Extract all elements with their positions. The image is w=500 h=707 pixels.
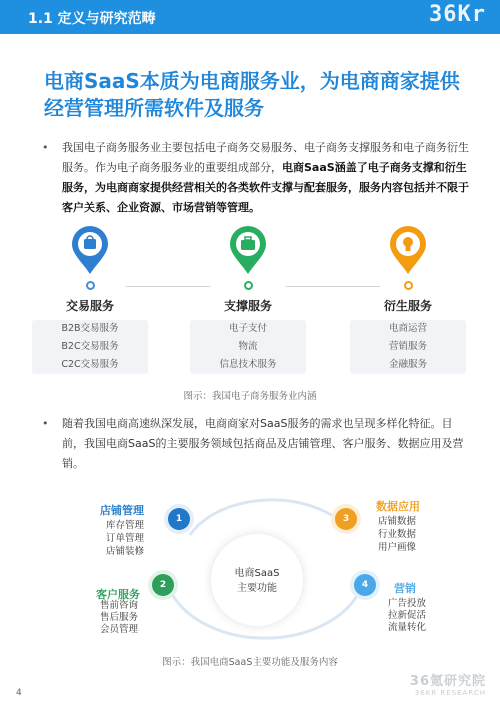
list-item: B2C交易服务 — [61, 341, 119, 352]
list-item: 售后服务 — [100, 612, 139, 623]
figure-caption-1: 图示：我国电子商务服务业内涵 — [183, 391, 317, 402]
column-dot — [244, 281, 253, 290]
list-item: 金融服务 — [388, 359, 427, 370]
center-label: 电商SaaS — [234, 568, 280, 579]
list-item: 物流 — [238, 341, 258, 352]
list-item: 订单管理 — [106, 533, 145, 544]
lightbulb-icon — [382, 224, 434, 276]
connector-line — [126, 286, 210, 287]
paragraph-1-normal: 我国电子商务服务业主要包括电子商务交易服务、电子商务支撑服务和电子商务衍生服务。作为电子商务服务业的重要组成部分， — [62, 141, 469, 174]
header-bar — [0, 0, 500, 34]
list-item: 广告投放 — [388, 598, 427, 609]
figure-caption-2: 图示：我国电商SaaS主要功能及服务内容 — [162, 657, 338, 668]
list-item: B2B交易服务 — [61, 323, 119, 334]
connector-line — [286, 286, 380, 287]
page-number: 4 — [16, 688, 22, 698]
list-item: 营销服务 — [388, 341, 427, 352]
brand-logo: 36Kr — [429, 2, 486, 27]
list-item: 售前咨询 — [100, 600, 139, 611]
group-title: 营销 — [394, 582, 416, 595]
list-item: C2C交易服务 — [61, 359, 119, 370]
paragraph-1 — [62, 138, 472, 218]
column-dot — [86, 281, 95, 290]
number-badge: 3 — [335, 508, 357, 530]
list-item: 流量转化 — [388, 622, 427, 633]
number-badge: 4 — [354, 574, 376, 596]
center-circle — [211, 534, 303, 626]
shopping-bag-icon — [64, 224, 116, 276]
watermark-en: 36KR RESEARCH — [414, 689, 486, 697]
watermark — [410, 670, 486, 697]
list-item: 电子支付 — [228, 323, 267, 334]
list-item: 行业数据 — [378, 529, 417, 540]
list-item: 库存管理 — [106, 520, 145, 531]
number-badge: 2 — [152, 574, 174, 596]
list-item: 店铺装修 — [106, 546, 145, 557]
column-items-box — [32, 320, 148, 374]
bullet-icon: • — [42, 417, 49, 430]
column-dot — [404, 281, 413, 290]
column-title: 衍生服务 — [383, 299, 432, 313]
list-item: 电商运营 — [388, 323, 427, 334]
group-title: 店铺管理 — [100, 504, 144, 517]
column-title: 交易服务 — [65, 299, 114, 313]
briefcase-icon — [222, 224, 274, 276]
list-item: 用户画像 — [378, 542, 417, 553]
paragraph-2: 随着我国电商高速纵深发展，电商商家对SaaS服务的需求也呈现多样化特征。目前，我国电商SaaS的主要服务领域包括商品及店铺管理、客户服务、数据应用及营销。 — [62, 417, 464, 470]
main-title: 电商SaaS本质为电商服务业，为电商商家提供经营管理所需软件及服务 — [44, 69, 460, 120]
list-item: 拉新促活 — [388, 610, 427, 621]
group-title: 数据应用 — [376, 500, 420, 513]
center-label: 主要功能 — [237, 583, 277, 594]
group-title: 客户服务 — [96, 588, 140, 601]
column-items-box — [190, 320, 306, 374]
saas-functions-diagram — [60, 490, 480, 640]
watermark-cn: 36氪研究院 — [409, 674, 486, 689]
column-title: 支撑服务 — [223, 299, 272, 313]
list-item: 会员管理 — [100, 624, 139, 635]
bullet-icon: • — [42, 141, 49, 154]
number-badge: 1 — [168, 508, 190, 530]
section-title: 1.1 定义与研究范畴 — [28, 11, 156, 27]
list-item: 店铺数据 — [378, 516, 417, 527]
paragraph-1-bold: 电商SaaS涵盖了电子商务支撑和衍生服务，为电商商家提供经营相关的各类软件支撑与配套服务，服务内容包括并不限于客户关系、企业资源、市场营销等管理。 — [62, 161, 469, 214]
column-items-box — [350, 320, 466, 374]
ecommerce-service-diagram — [30, 224, 470, 374]
list-item: 信息技术服务 — [219, 359, 277, 370]
